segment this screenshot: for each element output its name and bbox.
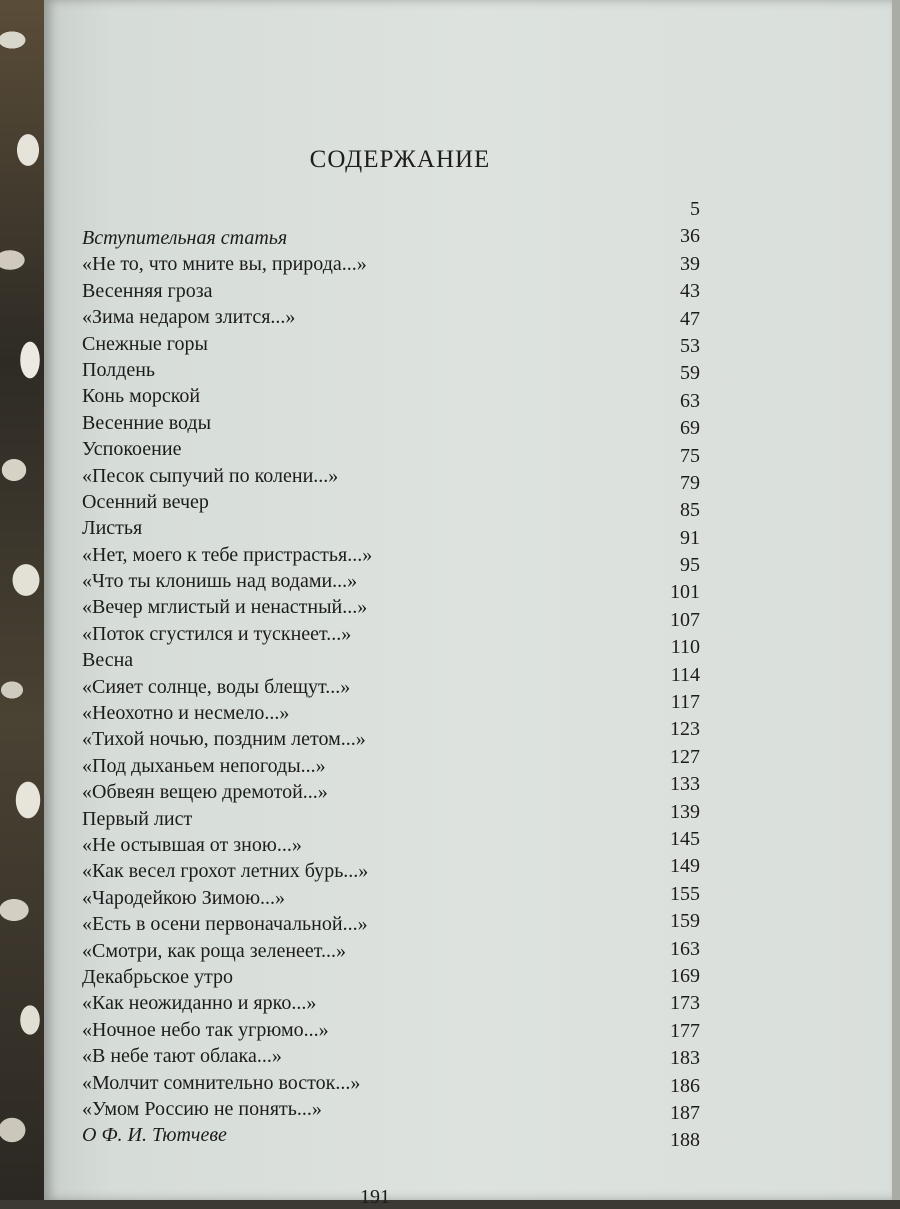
page-number: 91 <box>680 526 700 549</box>
toc-entry: «Не остывшая от зною...» <box>82 833 302 856</box>
page-number: 183 <box>670 1047 700 1070</box>
background-stone <box>0 0 46 1200</box>
toc-entry: «Обвеян вещею дремотой...» <box>82 781 328 804</box>
page-number: 59 <box>680 362 700 385</box>
page-number: 36 <box>680 225 700 248</box>
toc-entry: «Поток сгустился и тускнеет...» <box>82 622 352 645</box>
toc-entry: Осенний вечер <box>82 490 209 513</box>
toc-entry: Весенняя гроза <box>82 279 213 302</box>
page-number: 149 <box>670 855 700 878</box>
page-number: 187 <box>670 1101 700 1124</box>
toc-entry: Конь морской <box>82 385 201 408</box>
page-number: 173 <box>670 992 700 1015</box>
page-edge <box>892 0 900 1200</box>
toc-entry: «Как неожиданно и ярко...» <box>82 992 317 1015</box>
page-title: СОДЕРЖАНИЕ <box>309 146 491 173</box>
page-number: 5 <box>690 198 700 220</box>
toc-entry: «Нет, моего к тебе пристрастья...» <box>82 543 373 566</box>
footer-page-number: 191 <box>360 1186 390 1208</box>
toc-entry: Успокоение <box>82 438 182 461</box>
page-number: 155 <box>670 882 700 905</box>
toc-entry: Весна <box>82 649 134 672</box>
toc-entry: «Неохотно и несмело...» <box>82 702 290 725</box>
toc-list <box>82 225 662 1149</box>
page-number: 101 <box>670 581 700 604</box>
toc-entry: О Ф. И. Тютчеве <box>82 1124 227 1147</box>
toc-entry: «Под дыханьем непогоды...» <box>82 754 326 777</box>
page-number: 186 <box>670 1074 700 1097</box>
toc-entry: «Зима недаром злится...» <box>82 306 296 329</box>
toc-entry: Декабрьское утро <box>82 965 234 988</box>
page-number: 53 <box>680 334 700 357</box>
toc-entry: Вступительная статья <box>82 227 288 249</box>
page-number: 117 <box>670 691 700 714</box>
toc-entry: «Тихой ночью, поздним летом...» <box>82 728 366 751</box>
toc-entry: Полдень <box>82 358 156 381</box>
page-number: 123 <box>670 718 700 741</box>
toc-entry: Снежные горы <box>82 332 208 355</box>
toc-entry: «Смотри, как роща зеленеет...» <box>82 939 347 962</box>
page-number: 169 <box>670 964 700 987</box>
page-number: 69 <box>680 417 700 440</box>
page-number: 159 <box>670 910 700 933</box>
toc-entry: «Не то, что мните вы, природа...» <box>82 253 367 276</box>
page-number: 114 <box>670 663 700 686</box>
toc-entry: «Чародейкою Зимою...» <box>82 886 286 909</box>
page-number: 95 <box>680 554 700 577</box>
page-number: 43 <box>680 280 700 303</box>
toc-entry: «Песок сыпучий по колени...» <box>82 464 339 487</box>
page-number: 39 <box>680 252 700 275</box>
toc-entry: «Молчит сомнительно восток...» <box>82 1071 361 1094</box>
page-number: 127 <box>670 745 700 768</box>
page-numbers-column <box>600 196 700 1155</box>
page-number: 63 <box>680 389 700 412</box>
toc-entry: «Вечер мглистый и ненастный...» <box>82 596 368 619</box>
page-number: 177 <box>670 1019 700 1042</box>
toc-entry: «Умом Россию не понять...» <box>82 1097 322 1120</box>
toc-entry: Первый лист <box>82 807 193 830</box>
toc-entry: «Сияет солнце, воды блещут...» <box>82 675 351 698</box>
toc-entry: «Есть в осени первоначальной...» <box>82 913 368 936</box>
toc-entry: Листья <box>82 517 143 540</box>
page-number: 107 <box>670 608 700 631</box>
toc-entry: «Что ты клонишь над водами...» <box>82 570 358 593</box>
page-number: 139 <box>670 800 700 823</box>
toc-entry: Весенние воды <box>82 411 212 434</box>
page-number: 133 <box>670 773 700 796</box>
page-number: 47 <box>680 307 700 330</box>
toc-entry: «Как весел грохот летних бурь...» <box>82 860 369 883</box>
page-number: 188 <box>670 1129 700 1152</box>
page-number: 85 <box>680 499 700 522</box>
page-number: 75 <box>680 444 700 467</box>
page-number: 163 <box>670 937 700 960</box>
toc-entry: «Ночное небо так угрюмо...» <box>82 1018 329 1041</box>
page-number: 145 <box>670 827 700 850</box>
toc-entry: «В небе тают облака...» <box>82 1045 282 1068</box>
page-number: 79 <box>680 471 700 494</box>
page-number: 110 <box>670 636 700 659</box>
